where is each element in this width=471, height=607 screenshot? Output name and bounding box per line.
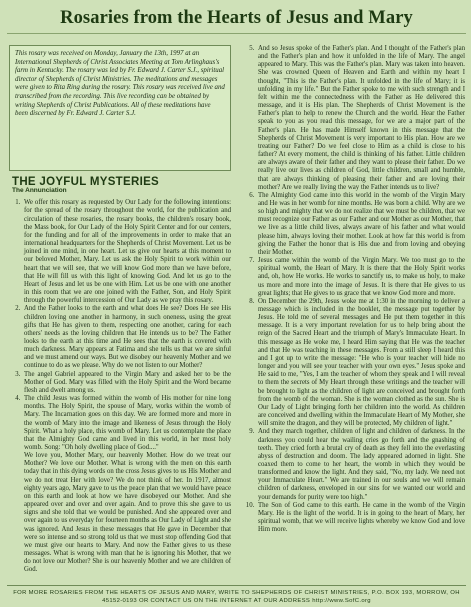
meditation-item: 7. Jesus came within the womb of the Virgin Mary. We too must go to the spiritual womb, the Heart of Mary. It is there that the Holy Spirit works and, oh, how He works. He works to sanctify us, to make us holy, to make us more and more into the image of Jesus. It is there that He gives to us great lights; that He gives to us grace that we know God more and more.	[256, 257, 465, 298]
footer: FOR MORE ROSARIES FROM THE HEARTS OF JESUS AND MARY, WRITE TO SHEPHERDS OF CHRIST MINISTRIES, P.O. BOX 193, MORROW, OH 45152-0193 OR CONTACT US ON THE INTERNET AT OUR ADDRESS http://www.SofC.org	[7, 585, 466, 605]
mysteries-heading: THE JOYFUL MYSTERIES	[12, 176, 160, 188]
meditation-list-right	[243, 45, 465, 534]
title-rule	[7, 33, 466, 34]
meditation-item: 9. And they march together, children of light and children of darkness. In the darkness you could hear the wailing cries go forth and the gnashing of teeth. They cried forth a brutal cry of death as they fell into the everlasting abyss of destruction and doom. The lady appeared adorned in light. She coaxed them to come to her heart, the womb in which they would be transformed and know the light. And they said, "No, my lady. We need not your Immaculate Heart." We are trained in our souls and we will remain children of darkness, enveloped in our sins for we wanted our world and your demands for purity were too high."	[256, 428, 465, 501]
left-column	[9, 178, 231, 575]
meditation-item: 2. And the Father looks to the earth and what does He see? Does He see His children loving one another in harmony, in such oneness, using the great gifts that He has given to them, respecting one another, caring for each others' needs as the loving children that He intends us to be? The Father looks to the earth at this time and He sees that the earth is covered with much darkness. Mary appears at Fatima and she tells us that we are sinful and we must amend our ways. But we disobey our heavenly Mother and we continue to do as we please. Why do we not listen to our Mother?	[22, 305, 231, 370]
meditation-item: 5. And so Jesus spoke of the Father's plan. And I thought of the Father's plan and the Father's plan and how it unfolded in the life of Mary. The angel appeared to Mary. This was the Father's plan. Mary was taken into heaven. She was crowned Queen of Heaven and Earth and within my heart I thought, "This is the Father's plan. It unfolded in the life of Mary; it is unfolding in my life." But the Father spoke to me with such strength and I felt within me the connectedness with the Father as He delivered this message, and it is His plan. The Shepherds of Christ Movement is the Father's plan to help to renew the Church and the world. Hear the Father speak to you as you read this message, for we are a major part of the Father's plan. He has made Himself known in this message that the Shepherds of Christ Movement is very important to His plan. How are we treating our Father? Do we feel close to Him as a child is close to his father? At every moment, the child is thinking of his father. Little children are always aware of their father and they want to please their father. Do we really live our lives as children of God, little children, small and humble, that are always thinking of pleasing their father and are loving their mother? Are we really living the way the Father intends us to live?	[256, 45, 465, 192]
meditation-item: 8. On December the 29th, Jesus woke me at 1:30 in the morning to deliver a message which is included in the booklet, the message put together by Jesus. He told me of several messages and He put them together in this message. It is a very important revelation for us to help bring about the reign of the Sacred Heart and the triumph of Mary's Immaculate Heart. In this message as He woke me, I heard Him saying that He was the teacher and that He was teaching in these messages. From a still sleep I heard this and I got up to write the message: "He who is your teacher will hide no longer and you will see your teacher with your own eyes." Jesus spoke and He said to me, "Yes, I am the teacher of whom they speak and I will reveal to them the secrets of My Heart through these writings and the teacher will be brought to light as the children of light are conceived and brought forth from the womb of the woman. She is the woman clothed as the sun. She is Our Lady of Light bringing forth her children into the world. As children are conceived and dwelling within the Immaculate Heart of My Mother, she will smite the dragon, and they will be protected, My children of light."	[256, 298, 465, 429]
page-title: Rosaries from the Hearts of Jesus and Mary	[60, 8, 413, 28]
meditation-item: 1. We offer this rosary as requested by Our Lady for the following intentions: for the spread of the rosary throughout the world, for the publication and circulation of these rosaries, the rosary books, the children's rosary book, the Mass book, for Our Lady of the Holy Spirit Center and for our centers, for the funding and for all of the improvements in order to make that an international headquarters for the Shepherds of Christ Movement. Let us be joined in one mind, in one heart. Let us give our hearts at this moment to our beloved Mother, Mary. Let us ask the Holy Spirit to work within our heart that we will see, that we will know God more than we have before, that He will fill us with this light of knowing God. And let us go to the Heart of Jesus and let us be one with Him. Let us be one with one another in this room that we are one joined with the Father, Son, and Holy Spirit through the powerful intercession of Our Lady as we pray this rosary.	[22, 199, 231, 305]
meditation-item: 10. The Son of God came to this earth. He came in the womb of the Virgin Mary. He is the light of the world. It is in going to the heart of Mary, her spiritual womb, that we will receive lights whereby we know God and love Him more.	[256, 502, 465, 535]
meditation-item: 3. The angel Gabriel appeared to the Virgin Mary and asked her to be the Mother of God. Mary was filled with the Holy Spirit and the Word became flesh and dwelt among us.	[22, 371, 231, 395]
intro-box: This rosary was received on Monday, January the 13th, 1997 at an International Shepherds of Christ Associates Meeting at Tom Arlinghaus's farm in Kentucky. The rosary was led by Fr. Edward J. Carter S.J., spiritual director of Shepherds of Christ Ministries. The meditations and messages were given to Rita Ring during the rosary. This rosary was received live and transcribed from the recording. This live recording can be obtained by writing Shepherds of Christ Publications. All of these meditations have been discerned by Fr. Edward J. Carter S.J.	[9, 45, 231, 171]
meditation-item: 4. The child Jesus was formed within the womb of His mother for nine long months. The Holy Spirit, the spouse of Mary, works within the womb of Mary. The Incarnation goes on this day. We are formed more and more in the womb of Mary into the image and likeness of Jesus through the Holy Spirit. What a holy place, this womb of Mary. Let us contemplate the place that the Almighty God came and lived in this world, in her most holy womb. Song: "Oh holy dwelling place of God...."	[22, 395, 231, 452]
meditation-list-left	[9, 199, 231, 452]
right-column	[243, 45, 465, 534]
mystery-name: The Annunciation	[12, 187, 67, 195]
meditation-item: 6. The Almighty God came into this world in the womb of the Virgin Mary and He was in her womb for nine months. He was born a child. Why are we so high and mighty that we do not realize that we must be children, that we must recognize our Father as our Father and our Mother as our Mother, that we live as a little child lives, always aware of his father and what would please him, always loving their mother. Look at how far this world is from giving the Father the honor that is His due and from loving and obeying their Mother.	[256, 192, 465, 257]
meditation-paragraph: We love you, Mother Mary, our heavenly Mother. How do we treat our Mother? We love our Mother. What is wrong with the men on this earth today that in this dying words on the cross Jesus gives to us His Mother and we do not treat Her with love? We do not think of her. In 1917, almost eighty years ago, Mary gave to us the peace plan that we would have peace on this earth and look at how we have disobeyed our Mother. And she appeared over and over and over again. And to prove this she gave to us signs and she told that we would be punished. And she appeared over and over again to us everyday for fourteen months as Our Lady of Light and she was ignored. And Jesus in these messages that He gave in December that were so intense and so strong told us that we must stop offending God that we must give our hearts to Mary. And now the Father gives to us these messages. What is wrong with man that he is ignoring his Mother, that we do not love our Mother? She is our heavenly Mother and we are children of God.	[24, 452, 231, 574]
page	[7, 6, 466, 602]
